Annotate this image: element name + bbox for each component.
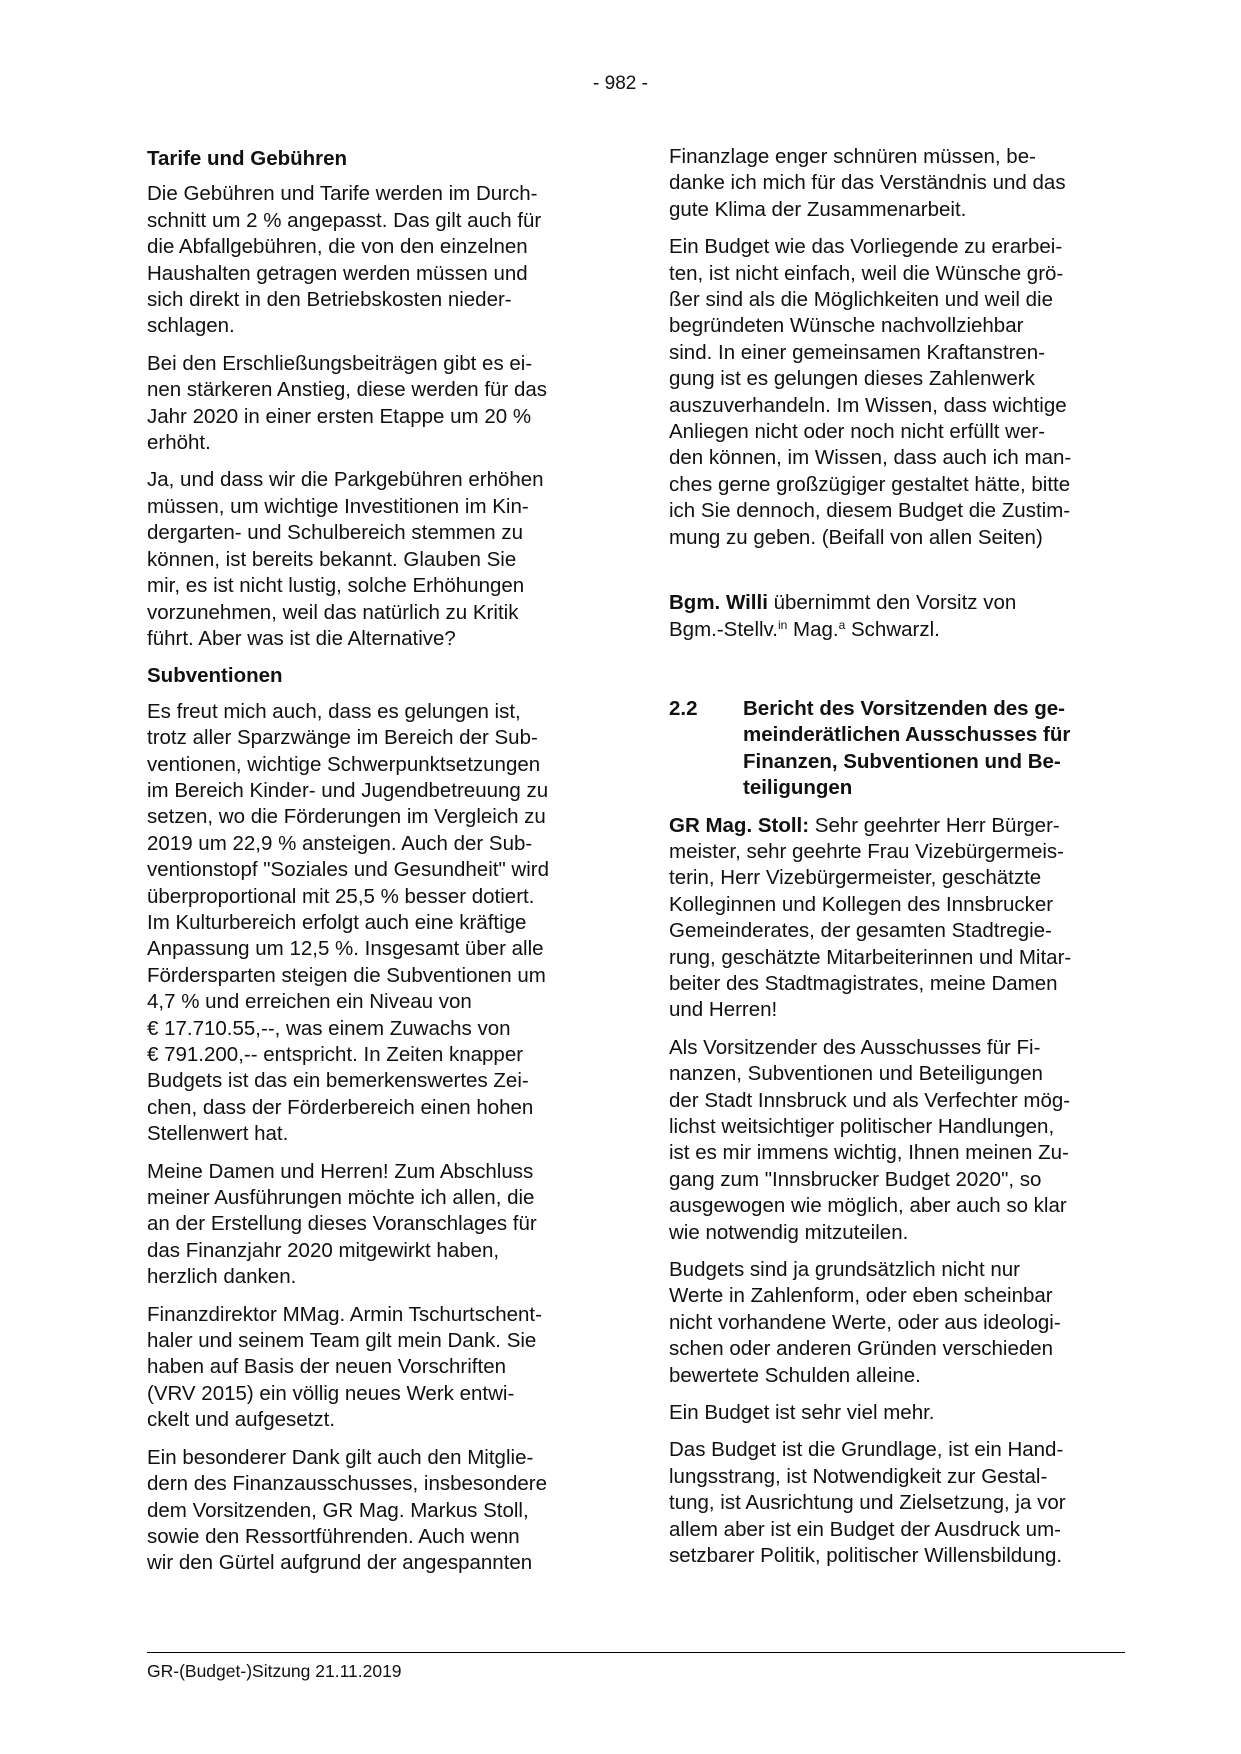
paragraph-development-fees: Bei den Erschließungsbeiträgen gibt es ei- nen stärkeren Anstieg, diese werden für das Jahr 2020 in einer ersten Etappe um 20 % erhöht. <box>147 351 547 455</box>
chair-deputy-title: Bgm.-Stellv. <box>669 617 778 641</box>
left-column <box>147 146 602 1588</box>
chair-superscript-a: a <box>838 617 846 632</box>
paragraph-chair-change <box>669 590 1127 643</box>
paragraph-thanks-continued: Finanzlage enger schnüren müssen, be- danke ich mich für das Verständnis und das gute Klima der Zusammenarbeit. <box>669 145 1066 221</box>
chair-deputy-name: Schwarzl. <box>845 617 940 641</box>
section-number: 2.2 <box>669 696 698 720</box>
paragraph-tariffs-adjustment: Die Gebühren und Tarife werden im Durch- schnitt um 2 % angepasst. Das gilt auch für die Abfallgebühren, die von den einzelnen Haushalten getragen werden müssen und sich direkt in den Betriebskosten nieder- schlagen. <box>147 182 542 338</box>
footer-session-label: GR-(Budget-)Sitzung 21.11.2019 <box>147 1661 402 1681</box>
right-column <box>669 144 1127 1581</box>
paragraph-budget-foundation: Das Budget ist die Grundlage, ist ein Hand- lungsstrang, ist Notwendigkeit zur Gestal- tung, ist Ausrichtung und Zielsetzung, ja vor allem aber ist ein Budget der Ausdruck um- setzbarer Politik, politischer Willensbildung. <box>669 1438 1066 1568</box>
paragraph-budgets-values: Budgets sind ja grundsätzlich nicht nur Werte in Zahlenform, oder eben scheinbar nicht vorhandene Werte, oder aus ideologi- schen oder anderen Gründen verschieden bewertete Schulden alleine. <box>669 1258 1061 1387</box>
paragraph-committee-chair: Als Vorsitzender des Ausschusses für Fi- nanzen, Subventionen und Beteiligungen der Stadt Innsbruck und als Verfechter mög- lichst weitsichtiger politischer Handlungen, ist es mir immens wichtig, Ihnen meinen Zu- gang zum "Innsbrucker Budget 2020", so ausgewogen wie möglich, aber auch so klar wie notwendig mitzuteilen. <box>669 1035 1071 1244</box>
paragraph-parking-fees: Ja, und dass wir die Parkgebühren erhöhen müssen, um wichtige Investitionen im Kin- dergarten- und Schulbereich stemmen zu können, ist bereits bekannt. Glauben Sie mir, es ist nicht lustig, solche Erhöhungen vorzunehmen, weil das natürlich zu Kritik führt. Aber was ist die Alternative? <box>147 468 544 650</box>
paragraph-subsidies: Es freut mich auch, dass es gelungen ist, trotz aller Sparzwänge im Bereich der Sub- ventionen, wichtige Schwerpunktsetzungen im Bereich Kinder- und Jugendbetreuung zu setzen, wo die Förderungen im Vergleich zu 2019 um 22,9 % ansteigen. Auch der Sub- ventionstopf "Soziales und Gesundheit" wird überproportional mit 25,5 % besser dotiert. Im Kulturbereich erfolgt auch eine kräftige Anpassung um 12,5 %. Insgesamt über alle Fördersparten steigen die Subventionen um 4,7 % und erreichen ein Niveau von € 17.710.55,--, was einem Zuwachs von € 791.200,-- entspricht. In Zeiten knapper Budgets ist das ein bemerkenswertes Zei- chen, dass der Förderbereich einen hohen Stellenwert hat. <box>147 699 550 1146</box>
paragraph-finance-director: Finanzdirektor MMag. Armin Tschurtschent- haler und seinem Team gilt mein Dank. Sie haben auf Basis der neuen Vorschriften (VRV 2015) ein völlig neues Werk entwi- ckelt und aufgesetzt. <box>147 1302 542 1432</box>
paragraph-budget-more: Ein Budget ist sehr viel mehr. <box>669 1401 935 1425</box>
page-number: - 982 - <box>593 73 648 94</box>
paragraph-closing-thanks: Meine Damen und Herren! Zum Abschluss meiner Ausführungen möchte ich allen, die an der Erstellung dieses Voranschlages für das Finanzjahr 2020 mitgewirkt haben, herzlich danken. <box>147 1159 537 1289</box>
chair-speaker-name: Bgm. Willi <box>669 591 768 615</box>
spacer <box>669 562 1127 590</box>
speaker-name: GR Mag. Stoll: <box>669 813 810 837</box>
footer-divider <box>147 1652 1125 1653</box>
paragraph-committee-thanks: Ein besonderer Dank gilt auch den Mitglie- dern des Finanzausschusses, insbesondere dem Vorsitzenden, GR Mag. Markus Stoll, sowie den Ressortführenden. Auch wenn wir den Gürtel aufgrund der angespannten <box>147 1445 547 1575</box>
section-heading <box>669 696 1127 802</box>
speaker-greeting: Sehr geehrter Herr Bürger- meister, sehr geehrte Frau Vizebürgermeis- terin, Herr Vizebürgermeister, geschätzte Kolleginnen und Kollegen des Innsbrucker Gemeinderates, der gesamten Stadtregie- rung, geschätzte Mitarbeiterinnen und Mitar- beiter des Stadtmagistrates, meine Damen und Herren! <box>669 813 1072 1022</box>
chair-mag: Mag. <box>787 617 839 641</box>
heading-subsidies: Subventionen <box>147 664 283 688</box>
spacer <box>669 654 1127 696</box>
paragraph-budget-appeal: Ein Budget wie das Vorliegende zu erarbei- ten, ist nicht einfach, weil die Wünsche grö- ßer sind als die Möglichkeiten und weil die begründeten Wünsche nachvollziehbar sind. In einer gemeinsamen Kraftanstren- gung ist es gelungen dieses Zahlenwerk auszuverhandeln. Im Wissen, dass wichtige Anliegen nicht oder noch nicht erfüllt wer- den können, im Wissen, dass auch ich man- ches gerne großzügiger gestaltet hätte, bitte ich Sie dennoch, diesem Budget die Zustim- mung zu geben. (Beifall von allen Seiten) <box>669 235 1072 549</box>
section-title: Bericht des Vorsitzenden des ge- meinderätlichen Ausschusses für Finanzen, Subventionen und Be- teiligungen <box>743 696 1071 800</box>
paragraph-stoll-greeting <box>669 813 1127 1024</box>
heading-tariffs: Tarife und Gebühren <box>147 147 348 170</box>
chair-text: übernimmt den Vorsitz von <box>767 591 1017 615</box>
chair-superscript-in: in <box>777 617 788 632</box>
